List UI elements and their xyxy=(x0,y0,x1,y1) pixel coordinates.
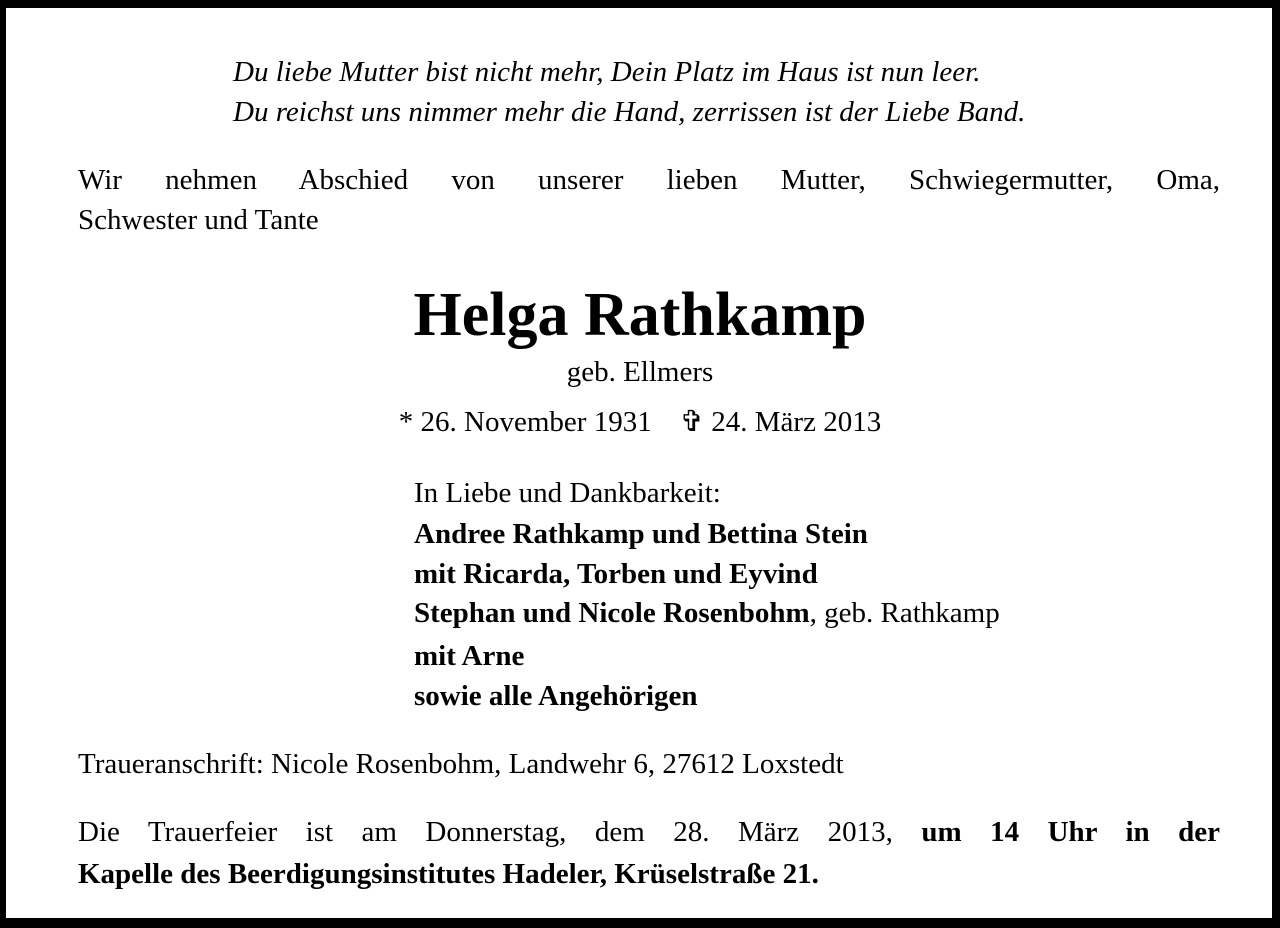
intro-line-2: Schwester und Tante xyxy=(78,204,319,236)
intro-line-1: Wir nehmen Abschied von unserer lieben Mutter, Schwiegermutter, Oma, xyxy=(78,164,1220,196)
ceremony-date: Die Trauerfeier ist am Donnerstag, dem 28. März 2013, xyxy=(78,816,893,848)
family-line-3 xyxy=(414,593,1000,633)
birth-date: * 26. November 1931 xyxy=(398,406,652,438)
ceremony-line-1 xyxy=(78,812,1220,852)
mourning-address: Traueranschrift: Nicole Rosenbohm, Landwehr 6, 27612 Loxstedt xyxy=(78,748,844,780)
family-line-1: Andree Rathkamp und Bettina Stein xyxy=(414,518,868,550)
life-dates xyxy=(0,402,1280,442)
verse-line-1: Du liebe Mutter bist nicht mehr, Dein Platz im Haus ist nun leer. xyxy=(233,56,981,88)
family-line-4: mit Arne xyxy=(414,640,525,672)
family-heading: In Liebe und Dankbarkeit: xyxy=(414,477,721,509)
cross-icon: ✞ xyxy=(679,406,705,438)
birth-name: geb. Ellmers xyxy=(566,356,714,388)
family-line-2: mit Ricarda, Torben und Eyvind xyxy=(414,558,818,590)
ceremony-time: um 14 Uhr in der xyxy=(921,816,1221,848)
ceremony-line-2: Kapelle des Beerdigungsinstitutes Hadeler, Krüselstraße 21. xyxy=(78,858,819,890)
family-line-3-birth-name: , geb. Rathkamp xyxy=(809,597,1000,629)
family-line-5: sowie alle Angehörigen xyxy=(414,680,698,712)
family-line-3-names: Stephan und Nicole Rosenbohm xyxy=(414,597,810,629)
verse-line-2: Du reichst uns nimmer mehr die Hand, zerrissen ist der Liebe Band. xyxy=(233,96,1026,128)
deceased-name: Helga Rathkamp xyxy=(413,281,867,349)
death-date: 24. März 2013 xyxy=(711,406,882,438)
